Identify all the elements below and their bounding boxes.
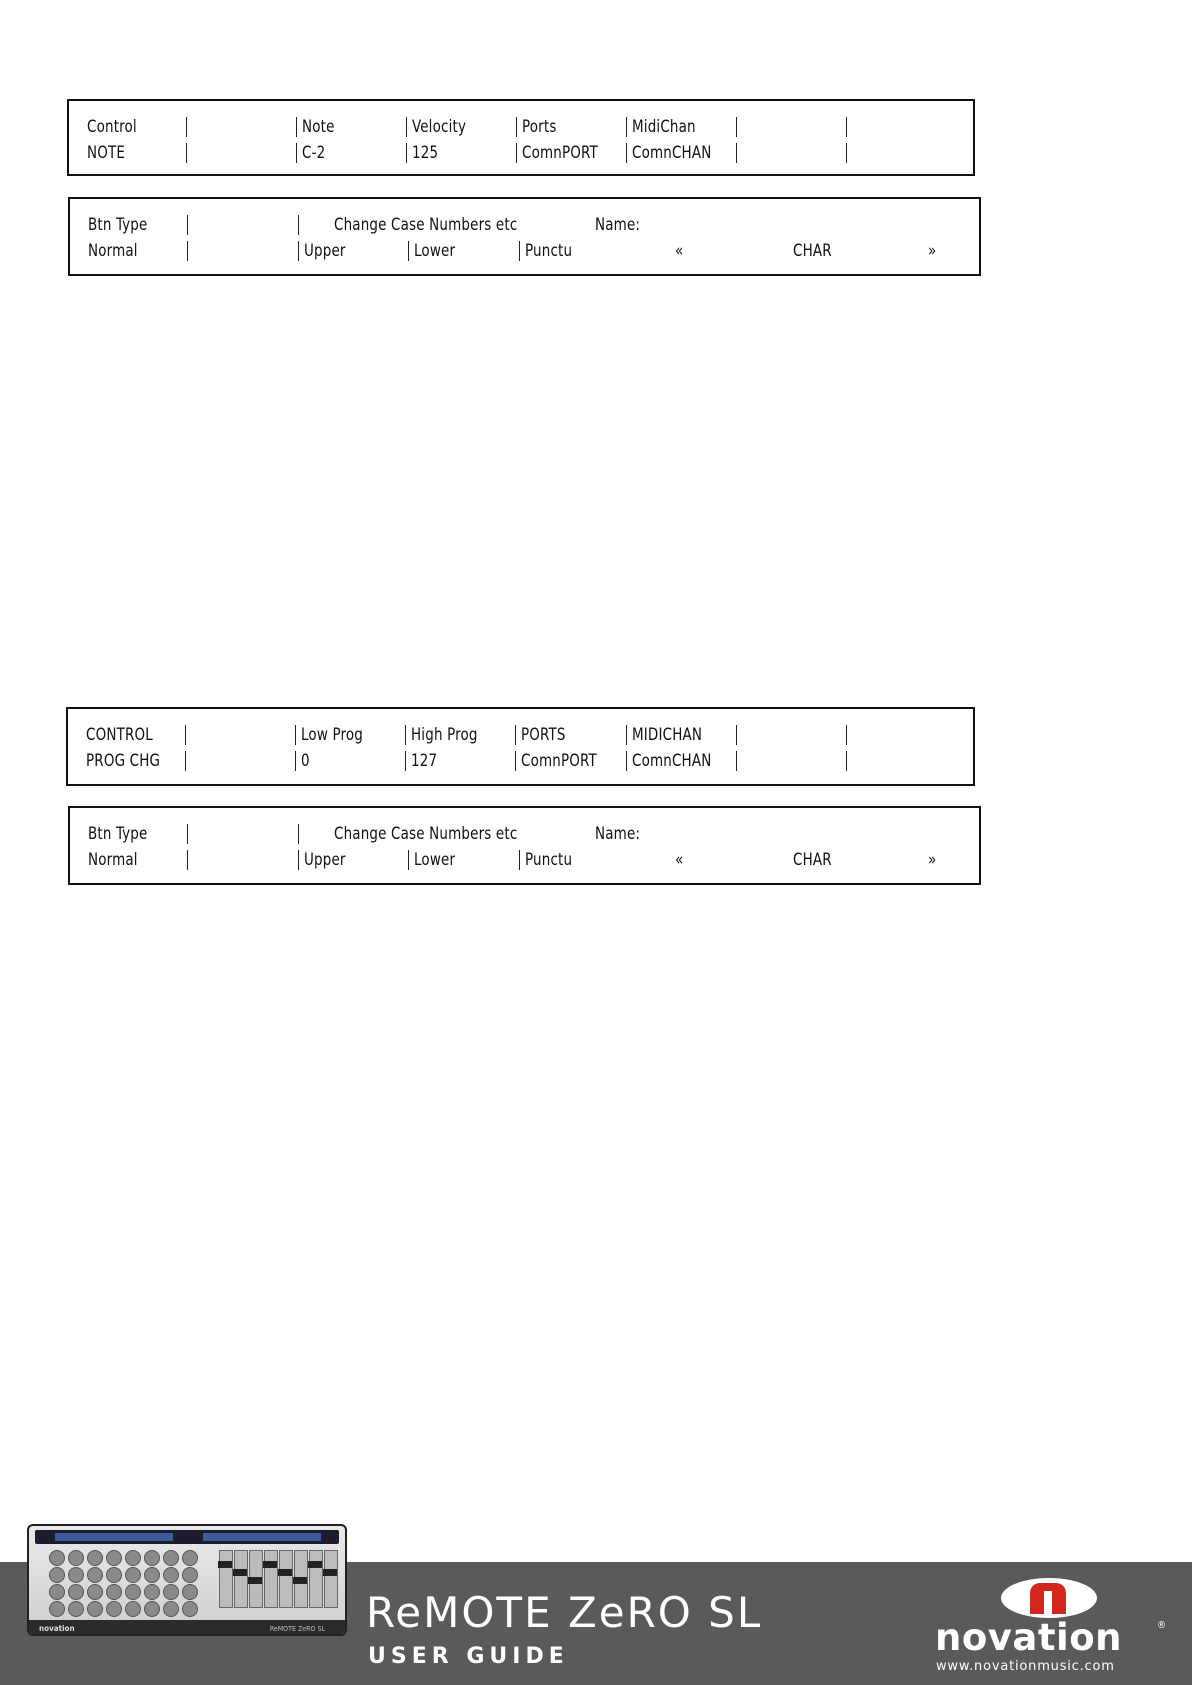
device-knob bbox=[182, 1550, 198, 1566]
cell: Lower bbox=[414, 241, 456, 261]
product-title: ReMOTE ZeRO SL bbox=[366, 1588, 763, 1637]
device-fader bbox=[279, 1550, 293, 1608]
cell: Btn Type bbox=[88, 215, 148, 235]
cell: Normal bbox=[88, 850, 138, 870]
device-knob bbox=[125, 1550, 141, 1566]
device-knob bbox=[125, 1584, 141, 1600]
device-knob bbox=[49, 1567, 65, 1583]
device-knob bbox=[49, 1584, 65, 1600]
device-knob bbox=[163, 1567, 179, 1583]
cell: High Prog bbox=[411, 725, 478, 745]
cell: PROG CHG bbox=[86, 751, 161, 771]
device-knob bbox=[87, 1601, 103, 1617]
device-knob bbox=[163, 1550, 179, 1566]
device-knob bbox=[144, 1584, 160, 1600]
cell: CHAR bbox=[793, 850, 832, 870]
novation-logo-icon bbox=[1030, 1583, 1066, 1614]
device-knob bbox=[49, 1550, 65, 1566]
device-knob bbox=[68, 1550, 84, 1566]
device-fader bbox=[309, 1550, 323, 1608]
cell: Upper bbox=[304, 850, 346, 870]
cell: ComnPORT bbox=[521, 751, 597, 771]
device-knob bbox=[68, 1601, 84, 1617]
cell: Name: bbox=[595, 824, 641, 844]
cell: ComnPORT bbox=[522, 143, 598, 163]
cell: « bbox=[675, 241, 684, 261]
device-knob bbox=[182, 1601, 198, 1617]
device-brand: novation bbox=[39, 1624, 75, 1633]
cell: » bbox=[928, 850, 937, 870]
cell: NOTE bbox=[87, 143, 126, 163]
device-fader bbox=[219, 1550, 233, 1608]
cell: Low Prog bbox=[301, 725, 363, 745]
cell: ComnCHAN bbox=[632, 143, 712, 163]
cell: ComnCHAN bbox=[632, 751, 712, 771]
device-knob bbox=[106, 1567, 122, 1583]
device-knob bbox=[106, 1601, 122, 1617]
logo-url: www.novationmusic.com bbox=[936, 1659, 1115, 1674]
device-knob bbox=[49, 1601, 65, 1617]
cell: CONTROL bbox=[86, 725, 153, 745]
lcd-panel-prog-control bbox=[66, 707, 975, 786]
logo-registered: ® bbox=[1157, 1620, 1166, 1631]
cell: Upper bbox=[304, 241, 346, 261]
cell: Normal bbox=[88, 241, 138, 261]
device-knob bbox=[125, 1601, 141, 1617]
device-fader bbox=[294, 1550, 308, 1608]
device-knob bbox=[144, 1601, 160, 1617]
device-fader bbox=[264, 1550, 278, 1608]
cell: MIDICHAN bbox=[632, 725, 703, 745]
cell: Ports bbox=[522, 117, 557, 137]
cell: Name: bbox=[595, 215, 641, 235]
device-knob bbox=[182, 1584, 198, 1600]
device-knob bbox=[182, 1567, 198, 1583]
device-knob bbox=[144, 1567, 160, 1583]
cell: Velocity bbox=[412, 117, 467, 137]
device-fader bbox=[324, 1550, 338, 1608]
device-knob bbox=[163, 1584, 179, 1600]
device-knob bbox=[87, 1567, 103, 1583]
product-subtitle: USER GUIDE bbox=[368, 1644, 569, 1669]
cell: CHAR bbox=[793, 241, 832, 261]
cell: Note bbox=[302, 117, 335, 137]
device-knob bbox=[68, 1567, 84, 1583]
lcd-panel-prog-naming bbox=[68, 806, 981, 885]
cell: Control bbox=[87, 117, 137, 137]
cell: PORTS bbox=[521, 725, 566, 745]
device-knob bbox=[163, 1601, 179, 1617]
device-model: ReMOTE ZeRO SL bbox=[269, 1625, 325, 1633]
cell: « bbox=[675, 850, 684, 870]
device-illustration bbox=[27, 1524, 347, 1636]
lcd-panel-note-naming bbox=[68, 197, 981, 276]
cell: Punctu bbox=[525, 241, 573, 261]
device-knob bbox=[106, 1550, 122, 1566]
device-fader bbox=[234, 1550, 248, 1608]
cell: 127 bbox=[411, 751, 438, 771]
device-knob bbox=[87, 1550, 103, 1566]
cell: Change Case Numbers etc bbox=[334, 215, 518, 235]
device-fader bbox=[249, 1550, 263, 1608]
cell: 0 bbox=[301, 751, 310, 771]
device-knob bbox=[87, 1584, 103, 1600]
cell: C-2 bbox=[302, 143, 326, 163]
cell: » bbox=[928, 241, 937, 261]
logo-wordmark: novation bbox=[935, 1616, 1122, 1659]
lcd-panel-note-control bbox=[67, 99, 975, 176]
cell: 125 bbox=[412, 143, 439, 163]
cell: Lower bbox=[414, 850, 456, 870]
device-knob bbox=[68, 1584, 84, 1600]
cell: Btn Type bbox=[88, 824, 148, 844]
cell: Punctu bbox=[525, 850, 573, 870]
cell: Change Case Numbers etc bbox=[334, 824, 518, 844]
device-knob bbox=[106, 1584, 122, 1600]
device-knob bbox=[144, 1550, 160, 1566]
device-knob bbox=[125, 1567, 141, 1583]
cell: MidiChan bbox=[632, 117, 696, 137]
